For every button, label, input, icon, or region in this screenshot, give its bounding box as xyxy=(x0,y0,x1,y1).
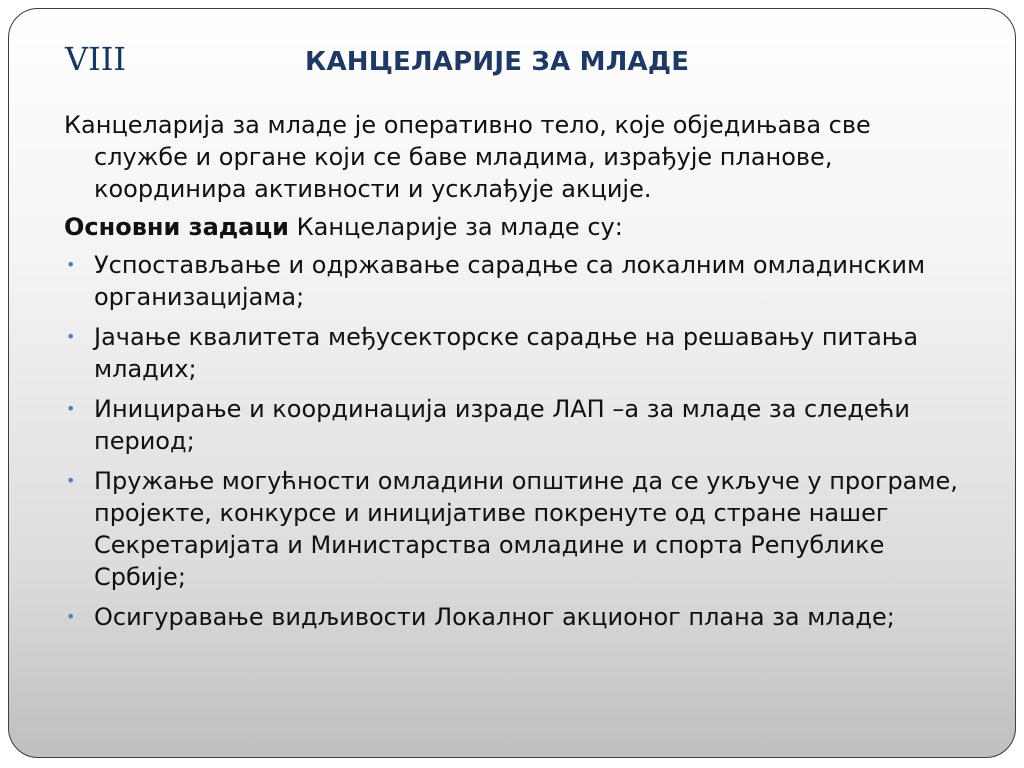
list-item xyxy=(64,601,964,633)
slide-number: VIII xyxy=(65,40,127,78)
bullet-icon: • xyxy=(66,471,76,490)
list-item xyxy=(64,249,964,313)
intro-paragraph: Канцеларија за младе је оперативно тело, које обједињава све службе и органе који се баве младима, израђује планове, координира активности и усклађује акције. xyxy=(64,111,871,203)
list-item-text: Пружање могућности омладини општине да се укључе у програме, пројекте, конкурсе и иницијативе покренуте од стране нашег Секретаријата и Министарства омладине и спорта Републике Србије; xyxy=(94,467,958,591)
tasks-heading xyxy=(64,211,964,243)
list-item xyxy=(64,465,964,593)
list-item xyxy=(64,393,964,457)
tasks-list xyxy=(64,249,964,633)
list-item-text: Иницирање и координација израде ЛАП –а за младе за следећи период; xyxy=(94,395,910,455)
title-row xyxy=(65,39,965,89)
bullet-icon: • xyxy=(66,255,76,274)
slide-content xyxy=(64,109,964,641)
slide xyxy=(8,8,1016,758)
tasks-heading-rest: Канцеларије за младе су: xyxy=(288,213,623,241)
tasks-heading-bold: Основни задаци xyxy=(64,213,289,241)
list-item-text: Јачање квалитета међусекторске сарадње на решавању питања младих; xyxy=(94,323,919,383)
bullet-icon: • xyxy=(66,607,76,626)
list-item-text: Успостављање и одржавање сарадње са локалним омладинским организацијама; xyxy=(94,251,926,311)
bullet-icon: • xyxy=(66,327,76,346)
bullet-icon: • xyxy=(66,399,76,418)
list-item xyxy=(64,321,964,385)
slide-title: КАНЦЕЛАРИЈЕ ЗА МЛАДЕ xyxy=(305,47,690,77)
list-item-text: Осигуравање видљивости Локалног акционог плана за младе; xyxy=(94,603,895,631)
